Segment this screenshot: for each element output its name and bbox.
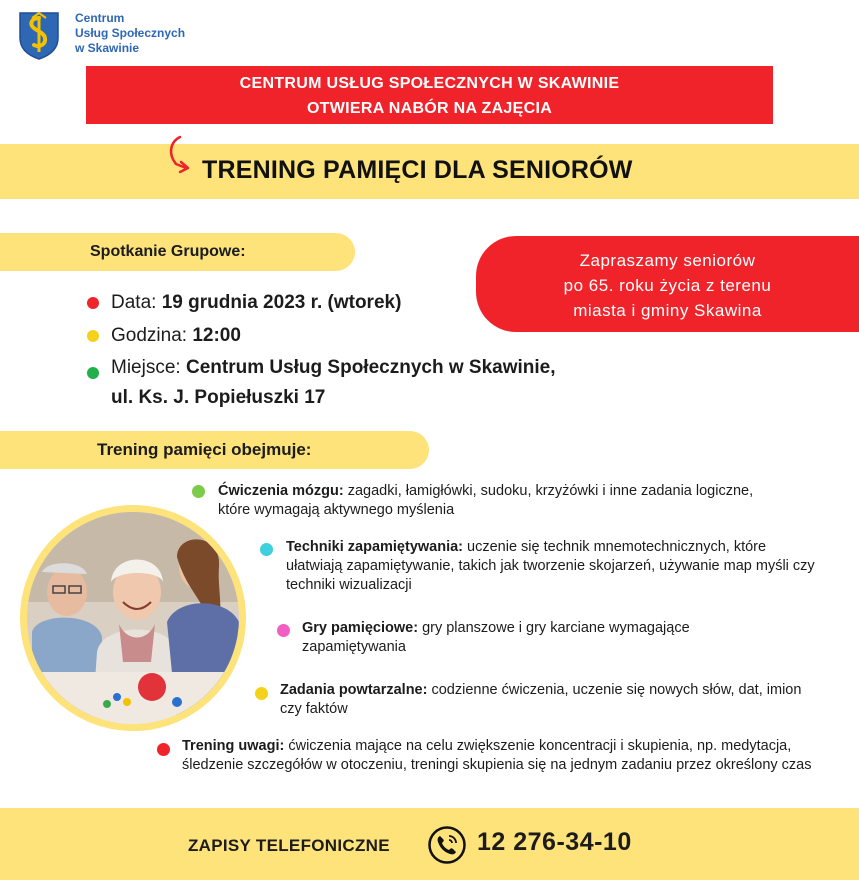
meeting-date: Data: 19 grudnia 2023 r. (wtorek) [111, 292, 402, 313]
training-item-2: Techniki zapamiętywania: uczenie się technik mnemotechnicznych, które ułatwiają zapamiętywanie, takich jak tworzenie skojarzeń, używanie map myśli czy techniki wizualizacji [286, 539, 815, 593]
item-bullet-3 [277, 624, 290, 637]
logo-text [75, 11, 185, 56]
meeting-heading: Spotkanie Grupowe: [90, 243, 246, 260]
invitation-line-1: Zapraszamy seniorów [579, 251, 756, 270]
phone-icon [427, 825, 467, 865]
bullet-green [87, 367, 99, 379]
logo-line-2: Usług Społecznych [75, 26, 186, 40]
training-item-1: Ćwiczenia mózgu: zagadki, łamigłówki, sudoku, krzyżówki i inne zadania logiczne, które wymagają aktywnego myślenia [218, 483, 754, 518]
meeting-time: Godzina: 12:00 [111, 325, 241, 346]
meeting-place: Miejsce: Centrum Usług Społecznych w Skawinie, [111, 357, 556, 378]
seniors-photo-illustration [27, 512, 239, 724]
item-bullet-2 [260, 543, 273, 556]
training-heading: Trening pamięci obejmuje: [97, 440, 312, 459]
curved-arrow-icon [166, 134, 194, 174]
meeting-address: ul. Ks. J. Popiełuszki 17 [111, 387, 326, 408]
signup-label: ZAPISY TELEFONICZNE [188, 836, 390, 855]
announcement-line-1: CENTRUM USŁUG SPOŁECZNYCH W SKAWINIE [239, 75, 620, 92]
item-bullet-5 [157, 743, 170, 756]
seniors-photo [20, 505, 246, 731]
invitation-line-2: po 65. roku życia z terenu [563, 276, 772, 295]
item-bullet-4 [255, 687, 268, 700]
logo-line-1: Centrum [75, 11, 125, 25]
logo-line-3: w Skawinie [75, 41, 140, 55]
phone-number[interactable]: 12 276-34-10 [477, 828, 632, 856]
page-title: TRENING PAMIĘCI DLA SENIORÓW [202, 156, 633, 184]
item-bullet-1 [192, 485, 205, 498]
invitation-box [476, 236, 859, 332]
training-item-5: Trening uwagi: ćwiczenia mające na celu zwiększenie koncentracji i skupienia, np. medytacja, śledzenie szczegółów w otoczeniu, treningi skupienia się na jednym zadaniu przez określony czas [182, 738, 812, 773]
announcement-banner [86, 66, 773, 124]
bullet-yellow [87, 330, 99, 342]
training-item-4: Zadania powtarzalne: codzienne ćwiczenia, uczenie się nowych słów, dat, imion czy faktów [280, 682, 802, 717]
coat-of-arms-icon [18, 10, 60, 60]
training-item-3: Gry pamięciowe: gry planszowe i gry karciane wymagające zapamiętywania [302, 620, 690, 655]
announcement-line-2: OTWIERA NABÓR NA ZAJĘCIA [306, 100, 553, 117]
invitation-line-3: miasta i gminy Skawina [573, 301, 762, 320]
bullet-red [87, 297, 99, 309]
